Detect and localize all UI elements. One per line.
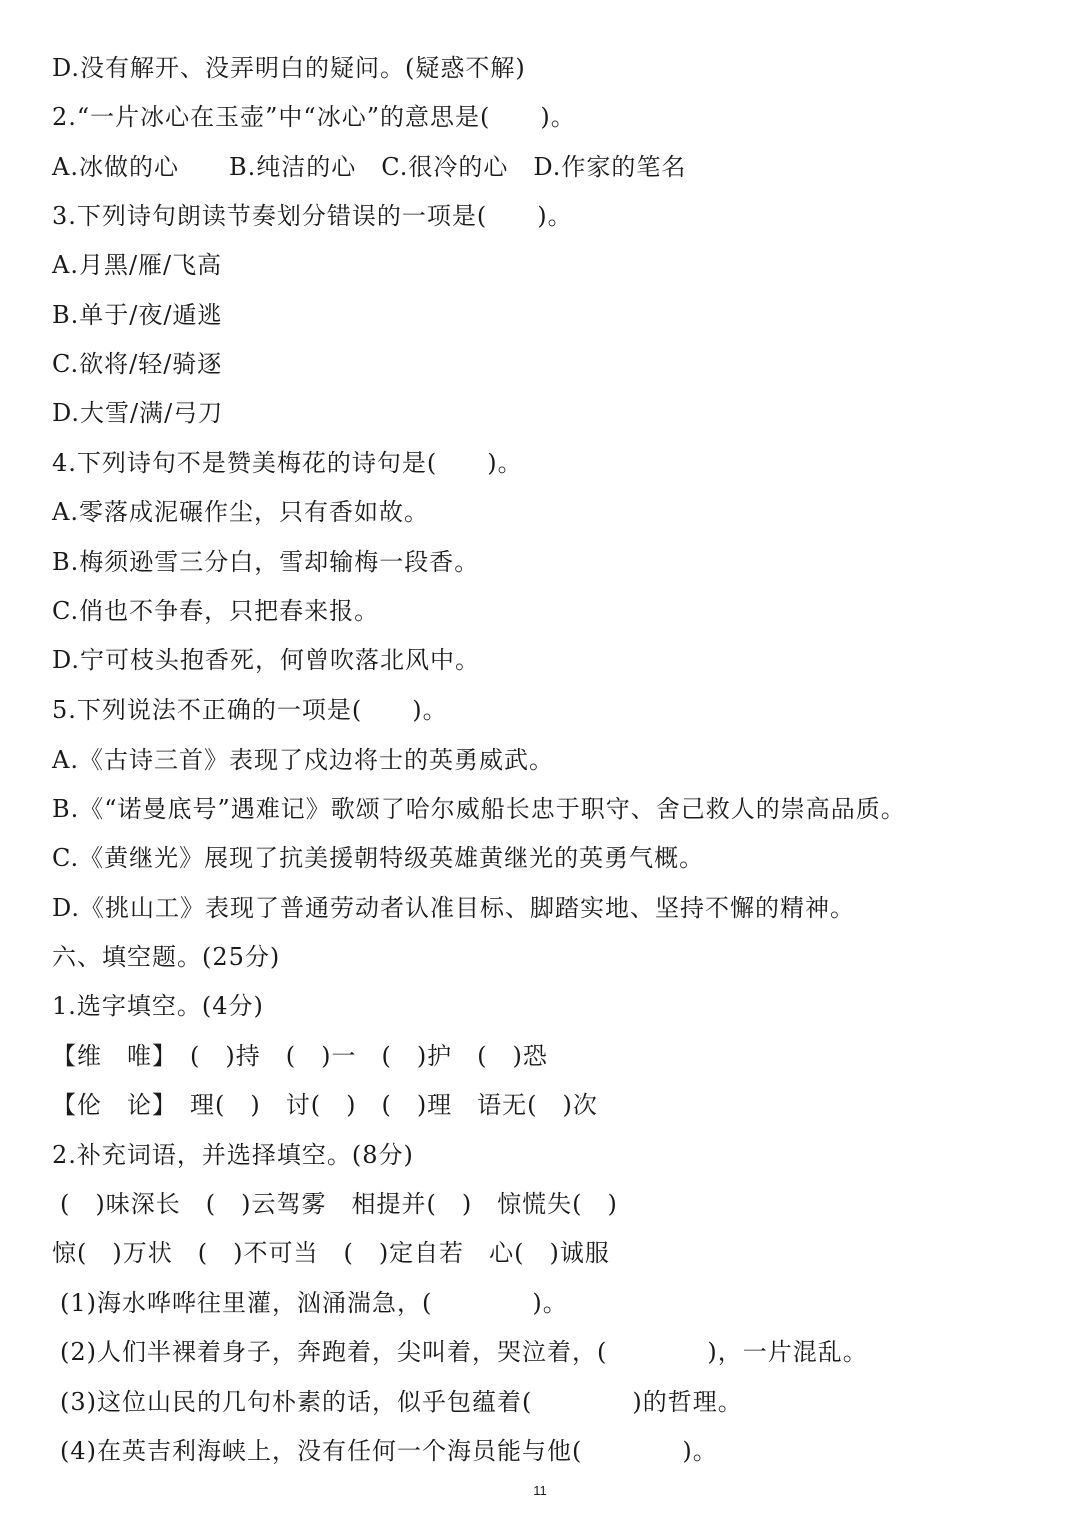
option-3c: C.欲将/轻/骑逐 <box>52 350 223 378</box>
question-5: 5.下列说法不正确的一项是( )。 <box>52 696 448 724</box>
option-3d: D.大雪/满/弓刀 <box>52 399 224 427</box>
option-4d: D.宁可枝头抱香死，何曾吹落北风中。 <box>52 646 481 674</box>
question-4: 4.下列诗句不是赞美梅花的诗句是( )。 <box>52 449 523 477</box>
option-5c: C.《黄继光》展现了抗美援朝特级英雄黄继光的英勇气概。 <box>52 844 705 872</box>
option-5b: B.《“诺曼底号”遇难记》歌颂了哈尔威船长忠于职守、舍己救人的崇高品质。 <box>52 795 906 823</box>
option-3b: B.单于/夜/遁逃 <box>52 301 223 329</box>
sentence-4: (4)在英吉利海峡上，没有任何一个海员能与他( )。 <box>60 1437 718 1465</box>
option-5d: D.《挑山工》表现了普通劳动者认准目标、脚踏实地、坚持不懈的精神。 <box>52 894 856 922</box>
question-3: 3.下列诗句朗读节奏划分错误的一项是( )。 <box>52 202 573 230</box>
option-5a: A.《古诗三首》表现了戍边将士的英勇威武。 <box>52 746 554 774</box>
question-2-options: A.冰做的心 B.纯洁的心 C.很冷的心 D.作家的笔名 <box>52 153 687 181</box>
option-4b: B.梅须逊雪三分白，雪却输梅一段香。 <box>52 548 480 576</box>
fill-row-wei: 【维 唯】 ( )持 ( )一 ( )护 ( )恐 <box>52 1042 548 1070</box>
option-3a: A.月黑/雁/飞高 <box>52 251 223 279</box>
sentence-1: (1)海水哗哗往里灌，汹涌湍急，( )。 <box>60 1289 568 1317</box>
page-number: 11 <box>533 1483 547 1498</box>
fill-row-lun: 【伦 论】 理( ) 讨( ) ( )理 语无( )次 <box>52 1091 598 1119</box>
fill-question-2: 2.补充词语，并选择填空。(8分) <box>52 1141 414 1169</box>
sentence-2: (2)人们半裸着身子，奔跑着，尖叫着，哭泣着，( )，一片混乱。 <box>60 1338 868 1366</box>
sentence-3: (3)这位山民的几句朴素的话，似乎包蕴着( )的哲理。 <box>60 1388 743 1416</box>
idiom-row-1: ( )味深长 ( )云驾雾 相提并( ) 惊慌失( ) <box>60 1190 618 1218</box>
question-2: 2.“一片冰心在玉壶”中“冰心”的意思是( )。 <box>52 103 576 131</box>
fill-question-1: 1.选字填空。(4分) <box>52 992 264 1020</box>
option-1d: D.没有解开、没弄明白的疑问。(疑惑不解) <box>52 54 526 82</box>
idiom-row-2: 惊( )万状 ( )不可当 ( )定自若 心( )诚服 <box>52 1239 610 1267</box>
section-6-heading: 六、填空题。(25分) <box>52 943 281 971</box>
option-4c: C.俏也不争春，只把春来报。 <box>52 597 380 625</box>
option-4a: A.零落成泥碾作尘，只有香如故。 <box>52 498 429 526</box>
